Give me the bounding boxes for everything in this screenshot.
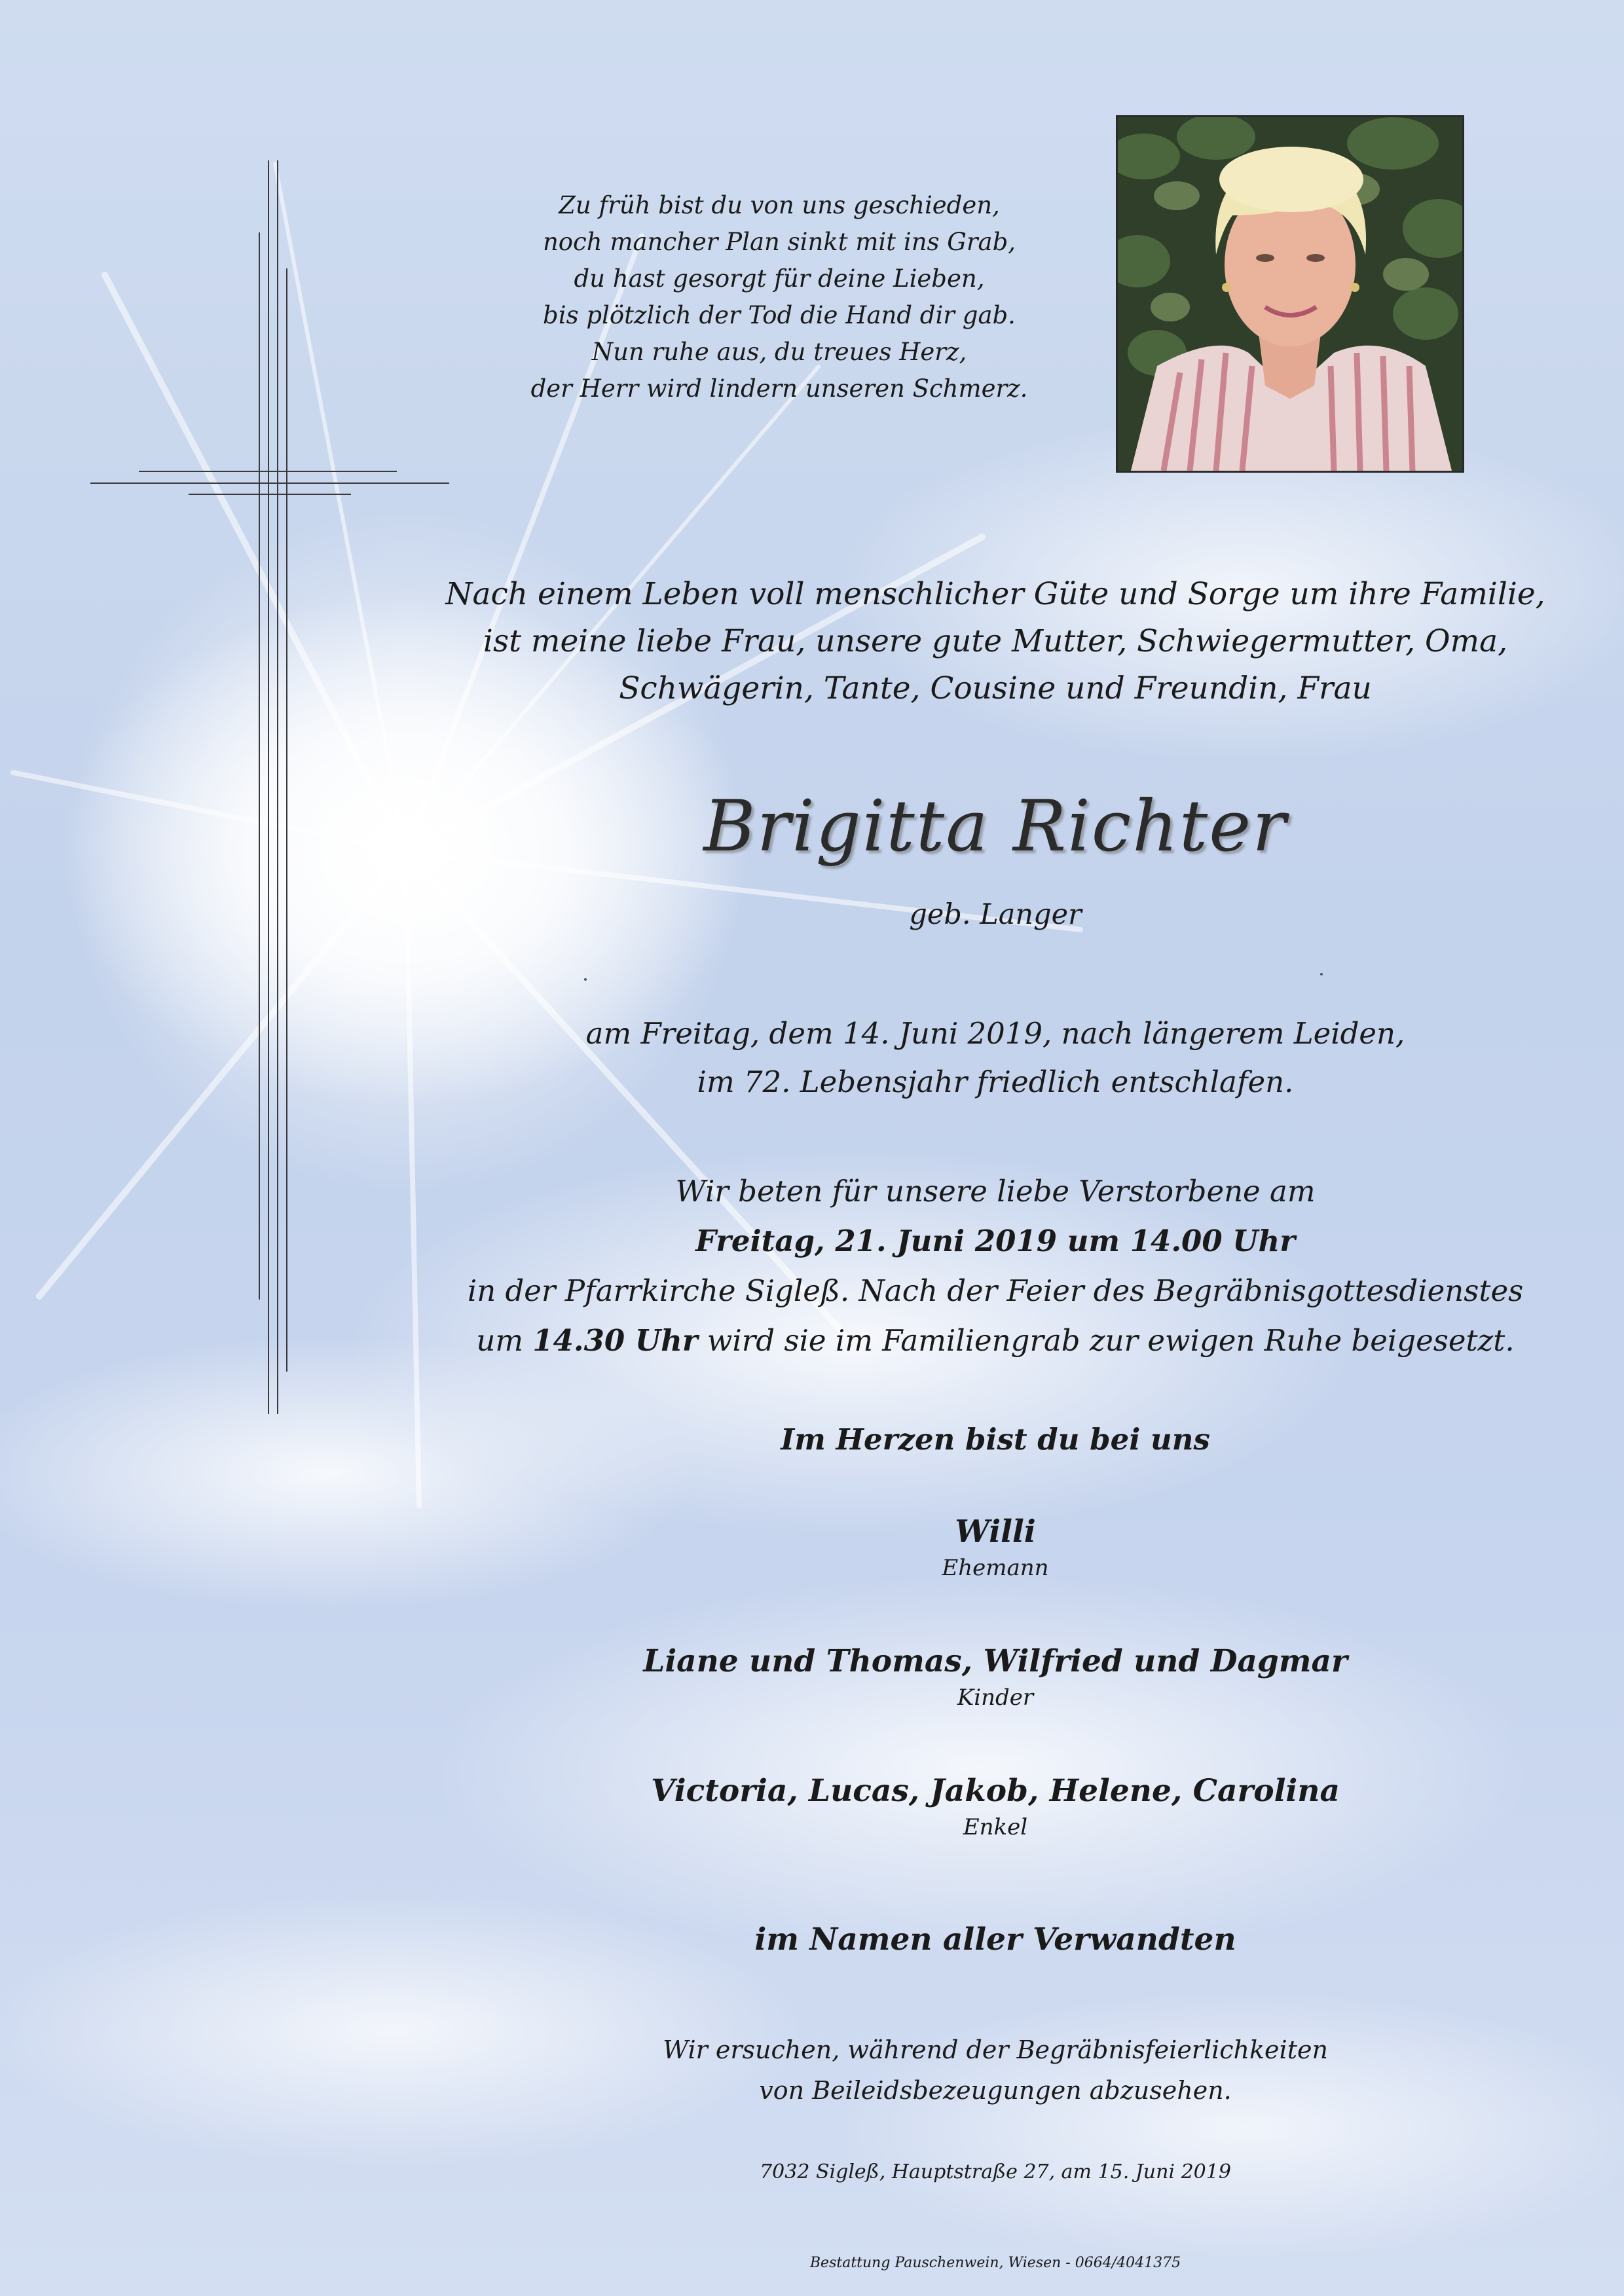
- intro-line: ist meine liebe Frau, unsere gute Mutter, Schwiegermutter, Oma,: [483, 623, 1508, 659]
- intro-line: Schwägerin, Tante, Cousine und Freundin, Frau: [619, 670, 1372, 706]
- condolence-request: [419, 2030, 1572, 2111]
- mourner-group: [419, 1773, 1572, 1840]
- mourner-role: Enkel: [963, 1814, 1028, 1840]
- request-line: Wir ersuchen, während der Begräbnisfeierlichkeiten: [663, 2035, 1328, 2064]
- death-line: im 72. Lebensjahr friedlich entschlafen.: [697, 1065, 1294, 1099]
- mourner-names: Willi: [955, 1514, 1036, 1550]
- service-line: Wir beten für unsere liebe Verstorbene am: [675, 1174, 1316, 1209]
- poem-line: Nun ruhe aus, du treues Herz,: [591, 338, 967, 366]
- intro-line: Nach einem Leben voll menschlicher Güte und Sorge um ihre Familie,: [445, 576, 1545, 612]
- maiden-name: geb. Langer: [909, 898, 1082, 931]
- mourner-group: [419, 1514, 1572, 1581]
- mourner-role: Kinder: [957, 1685, 1034, 1711]
- memorial-line: Im Herzen bist du bei uns: [781, 1422, 1210, 1457]
- funeral-service: [419, 1167, 1572, 1366]
- closing-line: im Namen aller Verwandten: [754, 1922, 1236, 1958]
- decorative-dot: [1320, 973, 1323, 975]
- mourner-names: Liane und Thomas, Wilfried und Dagmar: [643, 1643, 1348, 1679]
- address-date-line: 7032 Sigleß, Hauptstraße 27, am 15. Juni 2019: [760, 2160, 1231, 2183]
- deceased-name: Brigitta Richter: [703, 786, 1287, 867]
- poem-line: der Herr wird lindern unseren Schmerz.: [530, 374, 1028, 403]
- request-line: von Beileidsbezeugungen abzusehen.: [759, 2076, 1232, 2105]
- intro-paragraph: [419, 571, 1572, 712]
- burial-line: [419, 1316, 1572, 1366]
- mourner-role: Ehemann: [942, 1555, 1049, 1581]
- service-line: in der Pfarrkirche Sigleß. Nach der Feier des Begräbnisgottesdienstes: [467, 1273, 1524, 1308]
- burial-time: 14.30 Uhr: [532, 1323, 698, 1358]
- mourner-group: [419, 1643, 1572, 1711]
- death-line: am Freitag, dem 14. Juni 2019, nach längerem Leiden,: [585, 1016, 1405, 1051]
- service-date-time: Freitag, 21. Juni 2019 um 14.00 Uhr: [695, 1224, 1295, 1258]
- poem: [485, 187, 1074, 407]
- decorative-dot: [584, 978, 587, 981]
- poem-line: bis plötzlich der Tod die Hand dir gab.: [543, 301, 1016, 329]
- undertaker-line: Bestattung Pauschenwein, Wiesen - 0664/4041375: [809, 2255, 1181, 2271]
- burial-text: wird sie im Familiengrab zur ewigen Ruhe beigesetzt.: [707, 1323, 1515, 1358]
- cross-icon: [0, 0, 471, 1440]
- burial-prefix: um: [476, 1323, 523, 1358]
- poem-line: noch mancher Plan sinkt mit ins Grab,: [542, 228, 1016, 256]
- portrait-photo: [1116, 115, 1464, 473]
- poem-line: du hast gesorgt für deine Lieben,: [574, 264, 985, 293]
- death-notice: [419, 1010, 1572, 1106]
- mourner-names: Victoria, Lucas, Jakob, Helene, Carolina: [651, 1773, 1340, 1809]
- poem-line: Zu früh bist du von uns geschieden,: [559, 191, 1000, 219]
